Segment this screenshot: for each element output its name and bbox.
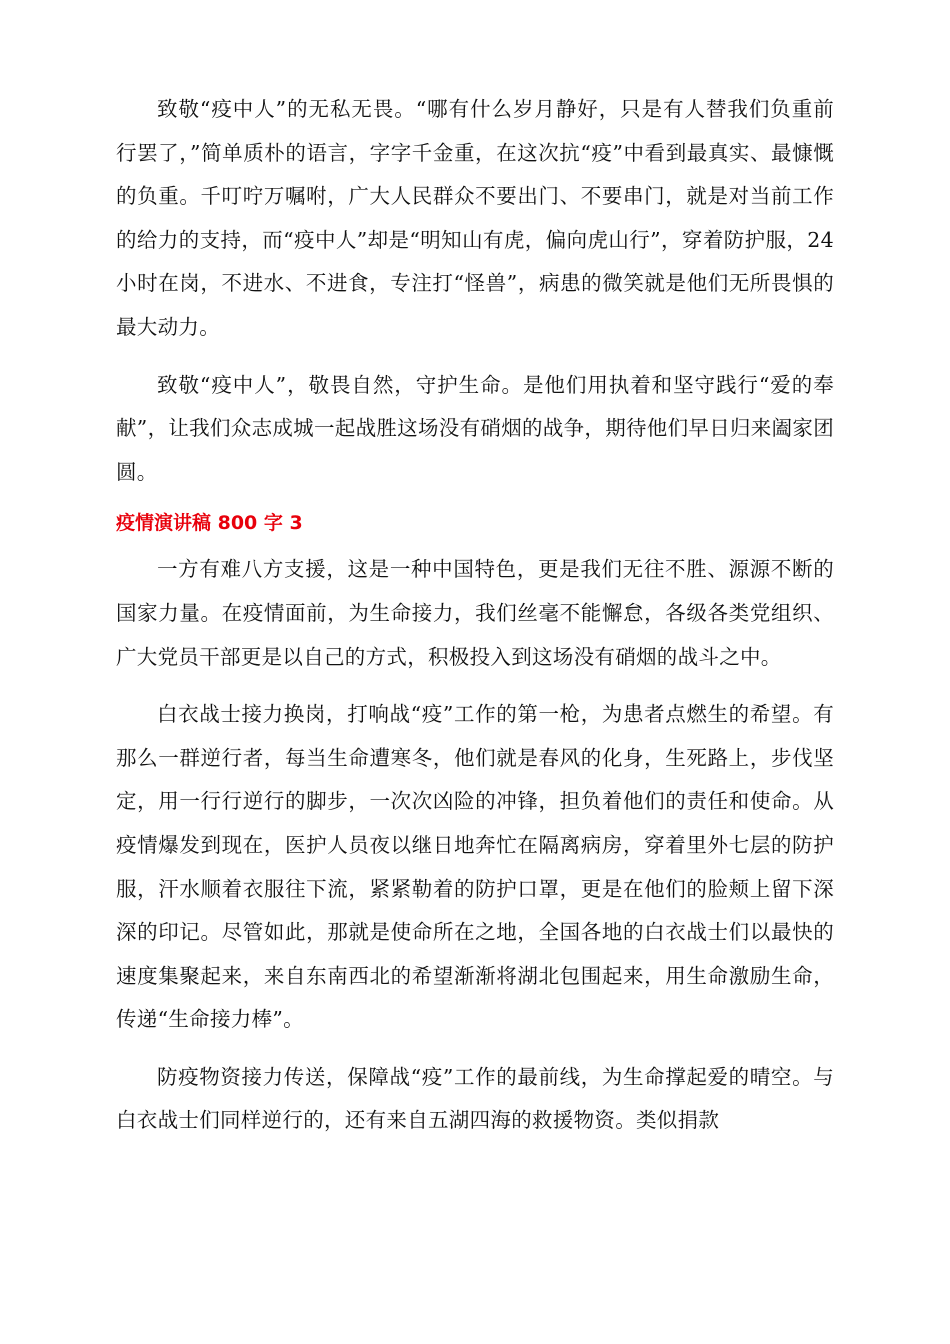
paragraph-supplies: 防疫物资接力传送，保障战“疫”工作的最前线，为生命撑起爱的晴空。与白衣战士们同样逆行的，还有来自五湖四海的救援物资。类似捐款: [116, 1064, 834, 1133]
document-body: [116, 88, 834, 1157]
paragraph-medical-workers: 白衣战士接力换岗，打响战“疫”工作的第一枪，为患者点燃生的希望。有那么一群逆行者，每当生命遭寒冬，他们就是春风的化身，生死路上，步伐坚定，用一行行逆行的脚步，一次次凶险的冲锋，担负着他们的责任和使命。从疫情爆发到现在，医护人员夜以继日地奔忙在隔离病房，穿着里外七层的防护服，汗水顺着衣服往下流，紧紧勒着的防护口罩，更是在他们的脸颊上留下深深的印记。尽管如此，那就是使命所在之地，全国各地的白衣战士们以最快的速度集聚起来，来自东南西北的希望渐渐将湖北包围起来，用生命激励生命，传递“生命接力棒”。: [116, 702, 834, 1032]
section-heading: 疫情演讲稿 800 字 3: [116, 512, 303, 535]
paragraph-national-support: 一方有难八方支援，这是一种中国特色，更是我们无往不胜、源源不断的国家力量。在疫情面前，为生命接力，我们丝毫不能懈怠，各级各类党组织、广大党员干部更是以自己的方式，积极投入到这场没有硝烟的战斗之中。: [116, 557, 834, 669]
paragraph-tribute-nature: 致敬“疫中人”，敬畏自然，守护生命。是他们用执着和坚守践行“爱的奉献”，让我们众志成城一起战胜这场没有硝烟的战争，期待他们早日归来阖家团圆。: [116, 372, 834, 484]
paragraph-tribute-fearless: 致敬“疫中人”的无私无畏。“哪有什么岁月静好，只是有人替我们负重前行罢了，”简单质朴的语言，字字千金重，在这次抗“疫”中看到最真实、最慷慨的负重。千叮咛万嘱咐，广大人民群众不要出门、不要串门，就是对当前工作的给力的支持，而“疫中人”却是“明知山有虎，偏向虎山行”，穿着防护服，24 小时在岗，不进水、不进食，专注打“怪兽”，病患的微笑就是他们无所畏惧的最大动力。: [116, 97, 834, 339]
